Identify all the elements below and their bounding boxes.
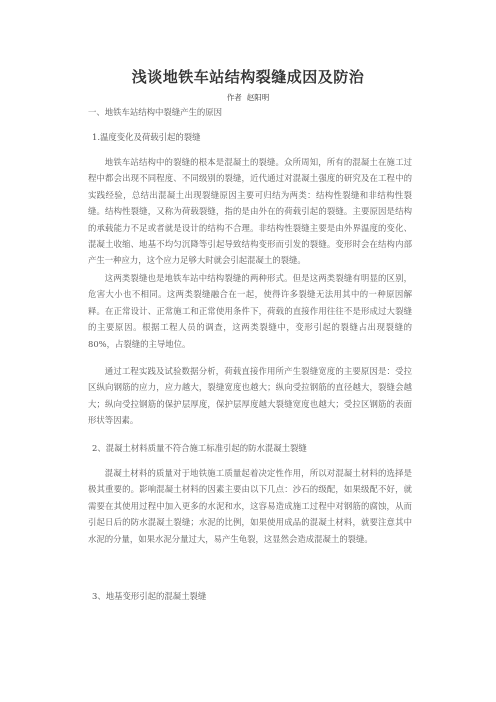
paragraph-2: 这两类裂缝也是地铁车站中结构裂缝的两种形式。但是这两类裂缝有明显的区别，危害大小也不相同。这两类裂缝融合在一起，使得许多裂缝无法用其中的一种原因解释。在正常设计、正常施工和正常使用条件下，荷载的直接作用往往不是形成过大裂缝的主要原因。根据工程人员的调查，这两类裂缝中，变形引起的裂缝占出现裂缝的80%，占裂缝的主导地位。 [88,273,412,349]
section-heading-2: 2、混凝土材料质量不符合施工标准引起的防水混凝土裂缝 [92,443,307,453]
paragraph-4: 混凝土材料的质量对于地铁施工质量起着决定性作用，所以对混凝土材料的选择是极其重要的。影响混凝土材料的因素主要由以下几点：沙石的级配，如果级配不好，就需要在其使用过程中加入更多的水泥和水，这容易造成施工过程中对钢筋的腐蚀，从而引起日后的防水混凝土裂缝；水泥的比例，如果使用成品的混凝土材料，就要注意其中水泥的分量，如果水泥分量过大，易产生龟裂，这显然会造成混凝土的裂缝。 [88,468,412,544]
section-heading-3: 3、地基变形引起的混凝土裂缝 [92,591,207,601]
section-heading-1: 一、地铁车站结构中裂缝产生的原因 [88,107,222,117]
author-line [0,92,496,103]
subsection-heading-1-1: 1.温度变化及荷载引起的裂缝 [92,132,201,142]
paragraph-1: 地铁车站结构中的裂缝的根本是混凝土的裂缝。众所周知，所有的混凝土在施工过程中都会出现不同程度、不同级别的裂缝，近代通过对混凝土强度的研究及在工程中的实践经验，总结出混凝土出现裂缝原因主要可归结为两类：结构性裂缝和非结构性裂缝。结构性裂缝，又称为荷载裂缝，指的是由外在的荷载引起的裂缝。主要原因是结构的承载能力不足或者就是设计的结构不合理。非结构性裂缝主要是由外界温度的变化、混凝土收缩、地基不均匀沉降等引起导致结构变形而引发的裂缝。变形时会在结构内部产生一种应力，这个应力足够大时就会引起混凝土的裂缝。 [88,157,412,266]
author-name: 赵阳明 [246,93,270,102]
document-title: 浅谈地铁车站结构裂缝成因及防治 [131,68,365,86]
author-label: 作者 [226,93,242,102]
paragraph-3: 通过工程实践及试验数据分析，荷载直接作用所产生裂缝宽度的主要原因是：受拉区纵向钢筋的应力，应力越大，裂缝宽度也越大；纵向受拉钢筋的直径越大，裂缝会越大；纵向受拉钢筋的保护层厚度，保护层厚度越大裂缝宽度也越大；受拉区钢筋的表面形状等因素。 [88,366,412,426]
